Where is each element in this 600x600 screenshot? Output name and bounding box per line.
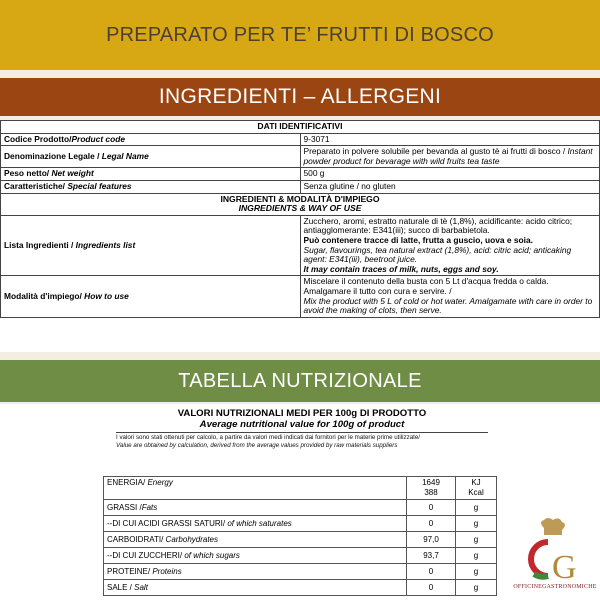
table-row <box>1 168 600 181</box>
net-weight-label: Peso netto/ Net weight <box>1 168 301 181</box>
table-row <box>104 500 497 516</box>
table-row <box>1 133 600 146</box>
legal-name-value: Preparato in polvere solubile per bevanda al gusto tè ai frutti di bosco / Instant powder product for bevarage with wild fruits tea taste <box>300 146 600 168</box>
logo-g-letter: G <box>552 549 577 586</box>
sugars-value: 93,7 <box>407 548 456 564</box>
logo-o-green <box>534 574 548 577</box>
ingredients-band <box>0 78 600 116</box>
product-code-label: Codice Prodotto/Product code <box>1 133 301 146</box>
identification-table <box>0 120 600 318</box>
fats-label: GRASSI /Fats <box>104 500 407 516</box>
legal-name-label: Denominazione Legale / Legal Name <box>1 146 301 168</box>
nutrition-panel <box>0 404 600 600</box>
identification-table-panel <box>0 120 600 352</box>
fats-unit: g <box>456 500 497 516</box>
features-value: Senza glutine / no gluten <box>300 180 600 193</box>
carbohydrates-label: CARBOIDRATI/ Carbohydrates <box>104 532 407 548</box>
table-row <box>1 180 600 193</box>
nutrition-band <box>0 360 600 402</box>
logo-o-red <box>531 542 548 576</box>
table-row <box>104 516 497 532</box>
table-row <box>104 477 497 500</box>
table-row <box>104 548 497 564</box>
table-row <box>104 532 497 548</box>
usage-value: Miscelare il contenuto della busta con 5 Lt d'acqua fredda o calda. Amalgamare il tutto con cura e servire. / Mix the product with 5 L of cold or hot water. Amalgamate with care in order to avoid the making of clots, then serve. <box>300 276 600 317</box>
energy-label: ENERGIA/ Energy <box>104 477 407 500</box>
saturates-label: --DI CUI ACIDI GRASSI SATURI/ of which saturates <box>104 516 407 532</box>
saturates-value: 0 <box>407 516 456 532</box>
salt-unit: g <box>456 580 497 596</box>
nutrition-divider <box>116 432 488 433</box>
carbohydrates-value: 97,0 <box>407 532 456 548</box>
energy-values: 1649 388 <box>407 477 456 500</box>
title-band <box>0 0 600 70</box>
net-weight-value: 500 g <box>300 168 600 181</box>
table-row <box>1 146 600 168</box>
table-row <box>104 580 497 596</box>
proteins-value: 0 <box>407 564 456 580</box>
section-header-ingredients: INGREDIENTI & MODALITÀ D'IMPIEGO INGREDIENTS & WAY OF USE <box>1 193 600 215</box>
nutrition-header-it: VALORI NUTRIZIONALI MEDI PER 100g DI PRODOTTO <box>177 408 427 419</box>
product-title: PREPARATO PER TE’ FRUTTI DI BOSCO <box>106 23 494 46</box>
section-header-identification: DATI IDENTIFICATIVI <box>1 121 600 134</box>
table-row <box>1 276 600 317</box>
sugars-unit: g <box>456 548 497 564</box>
energy-units: KJ Kcal <box>456 477 497 500</box>
features-label: Caratteristiche/ Special features <box>1 180 301 193</box>
carbohydrates-unit: g <box>456 532 497 548</box>
ingredients-list-value: Zucchero, aromi, estratto naturale di tè (1,8%), acidificante: acido citrico; antiagglomerante: E341(iii); succo di barbabietola. Può contenere tracce di latte, frutta a guscio, uova e soia. Sugar, flavourings, tea natural extract (1,8%), acid: citric acid; anticaking agent: E341(iii), beetroot juice. It may contain traces of milk, nuts, eggs and soy. <box>300 215 600 276</box>
nutrition-header-en: Average nutritional value for 100g of product <box>199 419 405 430</box>
ingredients-list-label: Lista Ingredienti / Ingredients list <box>1 215 301 276</box>
nutrition-note: I valori sono stati ottenuti per calcolo, a partire da valori medi indicati dai fornitori per le materie prime utilizzate/ Value are obtained by calculation, derived from the average values provided by raw materials suppliers <box>116 434 421 449</box>
nutrition-heading: TABELLA NUTRIZIONALE <box>178 369 422 392</box>
product-code-value: 9-3071 <box>300 133 600 146</box>
proteins-label: PROTEINE/ Proteins <box>104 564 407 580</box>
sugars-label: --DI CUI ZUCCHERI/ of which sugars <box>104 548 407 564</box>
table-row <box>104 564 497 580</box>
usage-label: Modalità d'impiego/ How to use <box>1 276 301 317</box>
salt-value: 0 <box>407 580 456 596</box>
proteins-unit: g <box>456 564 497 580</box>
ingredients-heading: INGREDIENTI – ALLERGENI <box>158 85 442 108</box>
chef-hat-icon <box>541 518 565 535</box>
logo-wordmark: OFFICINEGASTRONOMICHE <box>513 584 597 590</box>
table-row <box>1 215 600 276</box>
nutrition-header <box>116 408 488 430</box>
nutrition-table <box>103 476 497 596</box>
salt-label: SALE / Salt <box>104 580 407 596</box>
saturates-unit: g <box>456 516 497 532</box>
fats-value: 0 <box>407 500 456 516</box>
